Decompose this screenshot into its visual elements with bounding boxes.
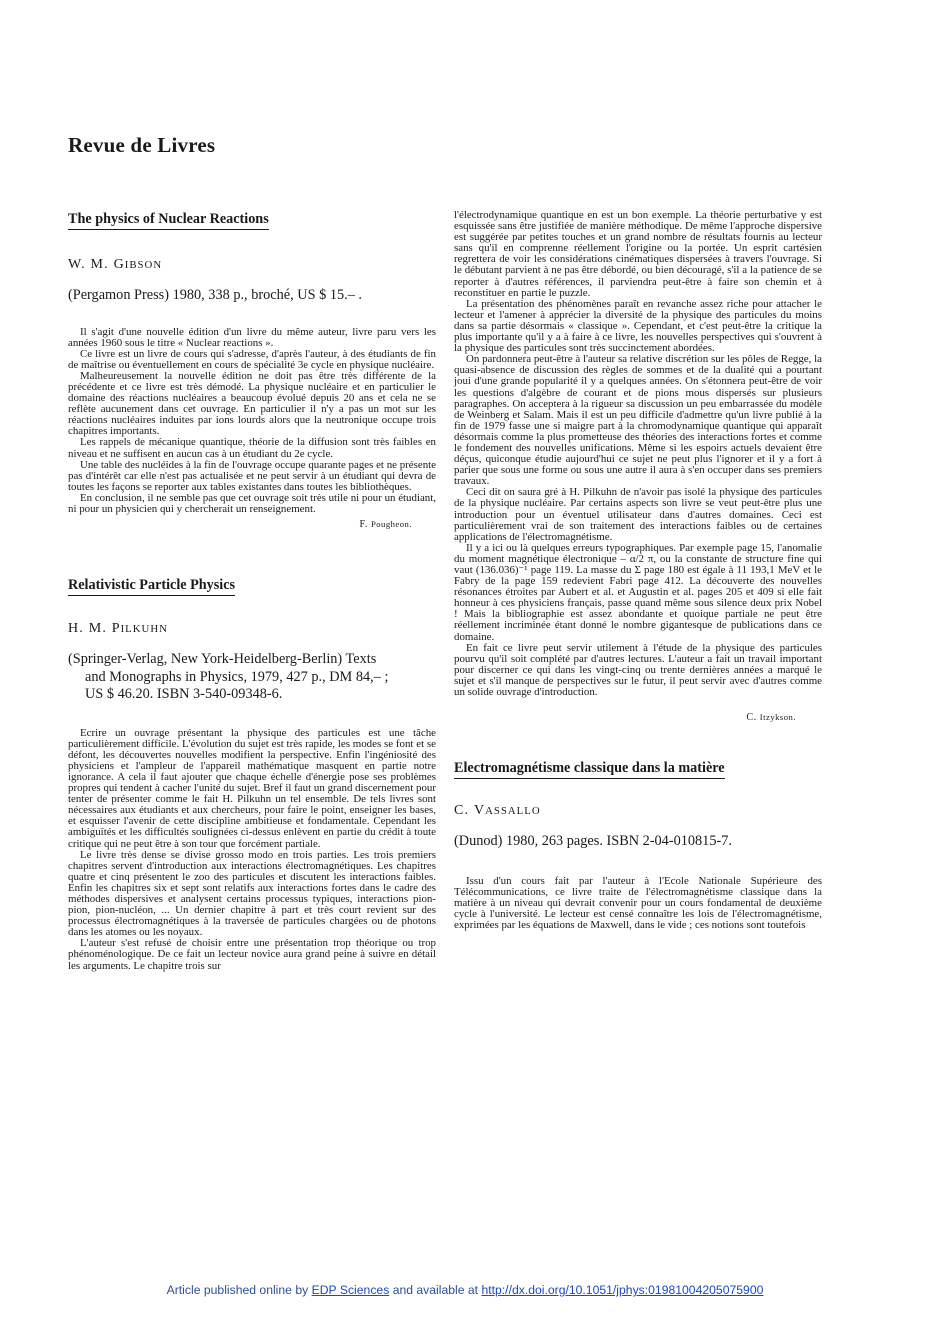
review-paragraph: Ecrire un ouvrage présentant la physique des particules est une tâche particulièrement difficile. L'évolution du sujet est très rapide, les modes se font et se défont, les découvertes nouvelles modifient la perspective. Enfin l'ingéniosité des physiciens et l'ampleur de l'appareil mathématique masquent en partie notre ignorance. A cela il faut ajouter que chaque échelle d'énergie pose ses problèmes propres qui tendent à cacher l'unité du sujet. Bref il faut un grand discernement pour tenter de présenter comme le fait H. Pilkuhn un tel ensemble. De tels livres sont nécessaires aux étudiants et aux chercheurs, pour faire le point, enseigner les bases, et esquisser l'avenir de cette discipline ambitieuse et fondamentale. Cependant les ambiguïtés et les difficultés soulignées ci-dessus enlèvent en partie du crédit à toute critique qui ne peut être à son tour que forcément partiale. <box>68 726 436 850</box>
publication-info <box>68 651 436 704</box>
author-surname-rest: IBSON <box>124 259 163 271</box>
left-column <box>68 210 436 972</box>
doi-link[interactable]: http://dx.doi.org/10.1051/jphys:01981004205075900 <box>481 1283 764 1297</box>
review-paragraph: Il s'agit d'une nouvelle édition d'un livre du même auteur, livre paru vers les années 1960 sous le titre « Nuclear reactions ». <box>68 325 436 349</box>
review-relativistic-particle-physics <box>68 576 436 972</box>
review-paragraph: Ceci dit on saura gré à H. Pilkuhn de n'avoir pas isolé la physique des particules de la physique nucléaire. Par certains aspects son livre se veut peut-être plus une introduction pour un éventuel utilisateur dans d'autres domaines. Ceci est particulièrement vrai de son traitement des interactions faibles ou de certaines applications de l'électromagnétisme. <box>454 486 822 543</box>
footer-middle: and available at <box>392 1283 479 1297</box>
author-initials: C. <box>454 803 470 819</box>
review-paragraph: L'auteur s'est refusé de choisir entre une présentation trop théorique ou trop phénoménologique. De ce fait un lecteur novice aura grand peine à suivre en détail les arguments. Le chapitre trois sur <box>68 937 436 972</box>
review-signature <box>454 712 796 723</box>
footer-publication-note <box>0 1283 930 1297</box>
signature-initial: C. <box>746 712 757 724</box>
review-title: Relativistic Particle Physics <box>68 577 235 596</box>
review-paragraph: Les rappels de mécanique quantique, théorie de la diffusion sont très faibles en niveau et ne suffisent en aucun cas à un étudiant du 2e cycle. <box>68 436 436 460</box>
publication-info: (Dunod) 1980, 263 pages. ISBN 2-04-010815-7. <box>454 833 732 850</box>
review-electromagnetisme <box>454 759 822 931</box>
review-author <box>454 803 822 819</box>
review-paragraph: Une table des nucléides à la fin de l'ouvrage occupe quarante pages et ne présente pas d'intérêt car elle n'est pas actualisée et ne peut servir à un étudiant qui devra de toutes les façons se reporter aux tables existantes dans toutes les bibliothèques. <box>68 458 436 493</box>
review-body <box>454 876 822 931</box>
review-paragraph: En fait ce livre peut servir utilement à l'étude de la physique des particules pourvu qu'il soit complété par d'autres lectures. L'auteur a fait un travail important pour discerner ce qui dans les vingt-cinq ou trente dernières années a marqué le sujet et s'il manque de perspectives sur le futur, il peut servir avec d'autres comme un solide ouvrage d'introduction. <box>454 641 822 699</box>
page-title: Revue de Livres <box>68 133 216 157</box>
author-initials: W. M. <box>68 257 109 272</box>
review-paragraph: Il y a ici ou là quelques erreurs typographiques. Par exemple page 15, l'anomalie du moment magnétique électronique – α/2 π, ou la constante de structure fine qui vaut (136.036)⁻¹ page 119. La masse du Σ page 180 est égale à 11 193,1 MeV et le Fabry de la page 159 redevient Fabri page 412. La découverte des nouvelles résonances étroites par Aubert et al. et Augustin et al. pages 205 et 409 si elle fait honneur à ces physiciens français, passe quand même sous silence deux prix Nobel ! Mais la bibliographie est assez abondante et quoique partiale ne peut être réellement incriminée étant donné le nombre gigantesque de publications dans ce domaine. <box>454 541 822 643</box>
author-surname-initial: V <box>473 803 486 819</box>
review-nuclear-reactions <box>68 210 436 530</box>
review-paragraph: Issu d'un cours fait par l'auteur à l'Ecole Nationale Supérieure des Télécommunications, ce livre traite de l'électromagnétisme classique dans la matière à un niveau qui devrait convenir pour un cours fondamental de deuxième cycle à l'université. Le lecteur est censé connaître les lois de l'électromagnétisme, exprimées par les équations de Maxwell, dans le vide ; ces notions sont toutefois <box>454 874 822 931</box>
review-title: Electromagnétisme classique dans la matière <box>454 760 725 779</box>
author-surname-initial: G <box>113 257 125 272</box>
review-body <box>68 327 436 516</box>
signature-initial: F. <box>359 519 368 531</box>
review-paragraph: Ce livre est un livre de cours qui s'adresse, d'après l'auteur, à des étudiants de fin de maîtrise ou éventuellement en cours de spécialité 3e cycle en physique nucléaire. <box>68 347 436 371</box>
signature-name: Pougheon. <box>370 519 412 530</box>
review-title: The physics of Nuclear Reactions <box>68 211 269 230</box>
footer-prefix: Article published online by <box>166 1283 309 1297</box>
review-paragraph: Malheureusement la nouvelle édition ne doit pas être très différente de la précédente et ce livre est très démodé. La physique nucléaire et en particulier le domaine des réactions nucléaires a beaucoup évolué depuis 20 ans et cela ne se reflète aucunement dans cet ouvrage. En particulier il n'y a pas un mot sur les réactions nucléaires induites par ions lourds alors que la neutronique occupe trois chapitres importants. <box>68 369 436 438</box>
publication-info: (Pergamon Press) 1980, 338 p., broché, US $ 15.– . <box>68 287 362 303</box>
review-paragraph: l'électrodynamique quantique en est un bon exemple. La théorie perturbative y est esquissée sans être justifiée de manière méthodique. De même l'approche dispersive est suggérée par petites touches et un grand nombre de résultats fournis au lecteur sans qu'il en comprenne réellement l'origine ou la portée. Un esprit cartésien regrettera de voir les considérations cinématiques dispersées à travers l'ouvrage. Si le débutant parvient à ne pas être débordé, ou bien découragé, s'il a la patience de se reporter à d'autres références, il parviendra peut-être à faire son chemin et à reconstituer en partie le puzzle. <box>454 209 822 299</box>
review-author <box>68 621 436 637</box>
review-signature <box>68 519 412 530</box>
publisher-link[interactable]: EDP Sciences <box>311 1283 390 1297</box>
publication-line: (Springer-Verlag, New York-Heidelberg-Berlin) Texts <box>68 651 377 668</box>
author-surname-rest: ASSALLO <box>485 805 541 818</box>
author-surname-initial: P <box>111 621 121 637</box>
review-paragraph: La présentation des phénomènes paraît en revanche assez riche pour attacher le lecteur et l'amener à apprécier la diversité de la physique des particules du moins dans sa partie désormais « classique ». Cependant, et c'est peut-être la critique la plus importante qu'il y a à faire à ce livre, les nouvelles perspectives qui s'ouvrent à la physique des particules sont très succinctement abordées. <box>454 297 822 355</box>
publication-line: US $ 46.20. ISBN 3-540-09348-6. <box>85 686 283 703</box>
review-paragraph: En conclusion, il ne semble pas que cet ouvrage soit très utile ni pour un étudiant, ni pour un physicien qui y chercherait un renseignement. <box>68 491 436 515</box>
review-body-continuation <box>454 210 822 698</box>
signature-name: Itzykson. <box>759 712 796 723</box>
review-body <box>68 728 436 972</box>
review-paragraph: Le livre très dense se divise grosso modo en trois parties. Les trois premiers chapitres servent d'introduction aux interactions électromagnétiques. Les chapitres quatre et cinq présentent le zoo des particules et discutent les interactions faibles. Enfin les chapitres six et sept sont relatifs aux interactions fortes dans le cadre des méthodes dispersives et analysent certains processus typiques, interactions pion-pion, pion-nucléon, ... Un dernier chapitre à part et très court revient sur des processus électromagnétiques à la traversée de particules chargées ou de photons dans les atomes ou les noyaux. <box>68 848 436 939</box>
review-paragraph: On pardonnera peut-être à l'auteur sa relative discrétion sur les pôles de Regge, la quasi-absence de discussion des règles de sommes et de la dualité qui a pourtant joui d'une grande popularité il y a quelques années. On s'étonnera peut-être de voir les questions d'algèbre de courant et de pions mous dispersés sur plusieurs paragraphes. On acceptera à la rigueur sa discussion un peu embarrassée du modèle de Weinberg et Salam. Mais il est un peu difficile d'admettre qu'un livre publié à la fin de 1979 fasse une si maigre part à la chromodynamique quantique qui apparaît désormais comme la plus prometteuse des théories des interactions fortes et comme le fondement des nouvelles unifications. Même si les espoirs actuels devaient être déçus, quiconque étudie aujourd'hui ce sujet ne peut plus l'ignorer et il y a fort à parier que sous une forme ou sous une autre il aura à s'en occuper dans ses premiers travaux. <box>454 353 822 488</box>
author-surname-rest: ILKUHN <box>120 623 168 636</box>
author-initials: H. M. <box>68 621 108 637</box>
right-column <box>454 210 822 931</box>
publication-line: and Monographs in Physics, 1979, 427 p., DM 84,– ; <box>85 668 389 685</box>
review-author <box>68 257 436 273</box>
